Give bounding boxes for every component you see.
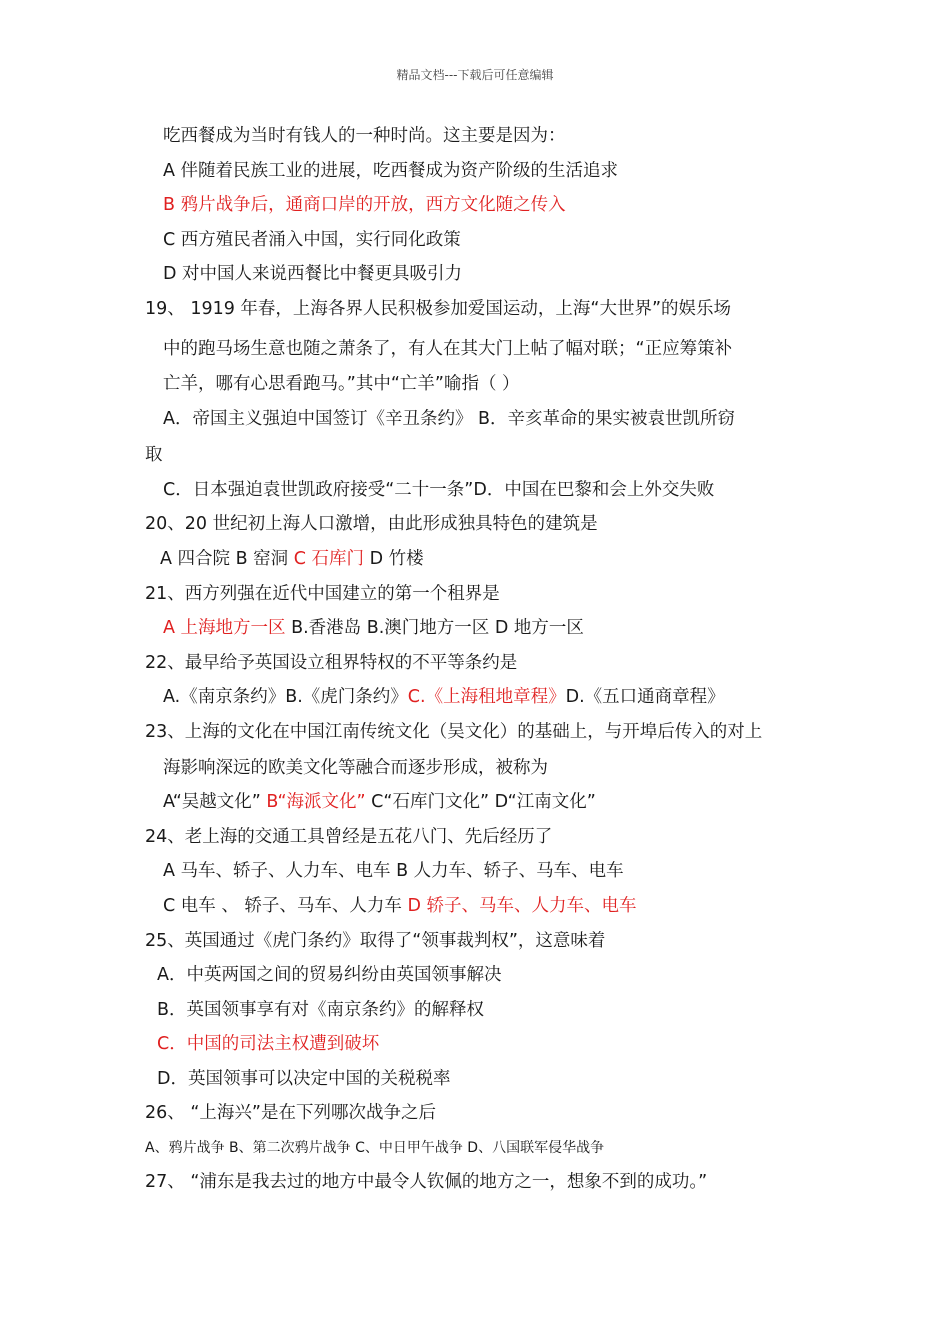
answer-highlight: D 轿子、马车、人力车、电车: [407, 896, 637, 916]
text-segment: 19、 1919 年春，上海各界人民积极参加爱国运动，上海“大世界”的娱乐场: [145, 299, 732, 319]
text-line: [163, 372, 520, 396]
text-segment: 21、西方列强在近代中国建立的第一个租界是: [145, 584, 500, 604]
text-segment: C 西方殖民者涌入中国，实行同化政策: [163, 230, 461, 250]
text-segment: 中的跑马场生意也随之萧条了，有人在其大门上帖了幅对联；“正应筹策补: [163, 339, 733, 359]
text-line: [163, 337, 732, 361]
text-line: [145, 443, 163, 467]
text-line: [163, 478, 714, 502]
answer-highlight: B 鸦片战争后，通商口岸的开放，西方文化随之传入: [163, 195, 566, 215]
text-line: [145, 1136, 604, 1160]
text-segment: A 四合院 B 窑洞: [160, 549, 294, 569]
text-line: [163, 894, 637, 918]
text-segment: 吃西餐成为当时有钱人的一种时尚。这主要是因为：: [163, 126, 566, 146]
text-segment: A“吴越文化”: [163, 792, 267, 812]
text-line: [157, 1032, 379, 1056]
answer-highlight: C．中国的司法主权遭到破坏: [157, 1034, 380, 1054]
text-segment: 26、 “上海兴”是在下列哪次战争之后: [145, 1103, 436, 1123]
text-segment: 海影响深远的欧美文化等融合而逐步形成，被称为: [163, 758, 548, 778]
text-line: [145, 582, 500, 606]
text-line: [163, 124, 566, 148]
text-segment: C．日本强迫袁世凯政府接受“二十一条”D．中国在巴黎和会上外交失败: [163, 480, 715, 500]
answer-highlight: B“海派文化”: [266, 792, 366, 812]
text-segment: 25、英国通过《虎门条约》取得了“领事裁判权”，这意味着: [145, 931, 606, 951]
answer-highlight: C.《上海租地章程》: [407, 687, 566, 707]
text-line: [163, 616, 584, 640]
text-segment: 23、上海的文化在中国江南传统文化（吴文化）的基础上，与开埠后传入的对上: [145, 722, 763, 742]
text-line: [145, 1101, 436, 1125]
text-line: [163, 228, 461, 252]
text-line: [163, 159, 618, 183]
text-segment: A 马车、轿子、人力车、电车 B 人力车、轿子、马车、电车: [163, 861, 624, 881]
text-line: [163, 193, 566, 217]
text-line: [145, 825, 552, 849]
text-line: [145, 512, 598, 536]
page-header: 精品文档---下载后可任意编辑: [396, 68, 554, 82]
text-line: [157, 998, 484, 1022]
text-line: [163, 685, 725, 709]
text-segment: D.《五口通商章程》: [565, 687, 725, 707]
text-segment: B．英国领事享有对《南京条约》的解释权: [157, 1000, 485, 1020]
text-segment: 取: [145, 445, 163, 465]
text-segment: 22、最早给予英国设立租界特权的不平等条约是: [145, 653, 518, 673]
text-line: [163, 407, 735, 431]
text-segment: D．英国领事可以决定中国的关税税率: [157, 1069, 451, 1089]
text-segment: C 电车 、 轿子、马车、人力车: [163, 896, 408, 916]
text-line: [157, 963, 501, 987]
text-segment: 20、20 世纪初上海人口激增，由此形成独具特色的建筑是: [145, 514, 598, 534]
text-segment: A、鸦片战争 B、第二次鸦片战争 C、中日甲午战争 D、八国联军侵华战争: [145, 1140, 605, 1156]
text-segment: A．帝国主义强迫中国签订《辛丑条约》 B．辛亥革命的果实被袁世凯所窃: [163, 409, 736, 429]
text-segment: A．中英两国之间的贸易纠纷由英国领事解决: [157, 965, 502, 985]
text-line: [145, 1170, 707, 1194]
text-line: [163, 790, 596, 814]
text-line: [163, 859, 624, 883]
text-segment: 亡羊，哪有心思看跑马。”其中“亡羊”喻指（ ）: [163, 374, 520, 394]
text-segment: D 对中国人来说西餐比中餐更具吸引力: [163, 264, 463, 284]
text-line: [145, 651, 517, 675]
text-segment: A 伴随着民族工业的进展，吃西餐成为资产阶级的生活追求: [163, 161, 619, 181]
text-line: [157, 1067, 450, 1091]
text-line: [163, 262, 462, 286]
text-line: [145, 297, 731, 321]
text-segment: B.香港岛 B.澳门地方一区 D 地方一区: [285, 618, 584, 638]
text-segment: 24、老上海的交通工具曾经是五花八门、先后经历了: [145, 827, 553, 847]
text-line: [145, 929, 605, 953]
text-segment: 27、 “浦东是我去过的地方中最令人钦佩的地方之一，想象不到的成功。”: [145, 1172, 708, 1192]
text-segment: C“石库门文化” D“江南文化”: [365, 792, 596, 812]
answer-highlight: A 上海地方一区: [163, 618, 286, 638]
text-segment: D 竹楼: [364, 549, 424, 569]
text-line: [163, 756, 548, 780]
text-segment: A.《南京条约》B.《虎门条约》: [163, 687, 408, 707]
text-line: [160, 547, 424, 571]
text-line: [145, 720, 762, 744]
answer-highlight: C 石库门: [293, 549, 365, 569]
